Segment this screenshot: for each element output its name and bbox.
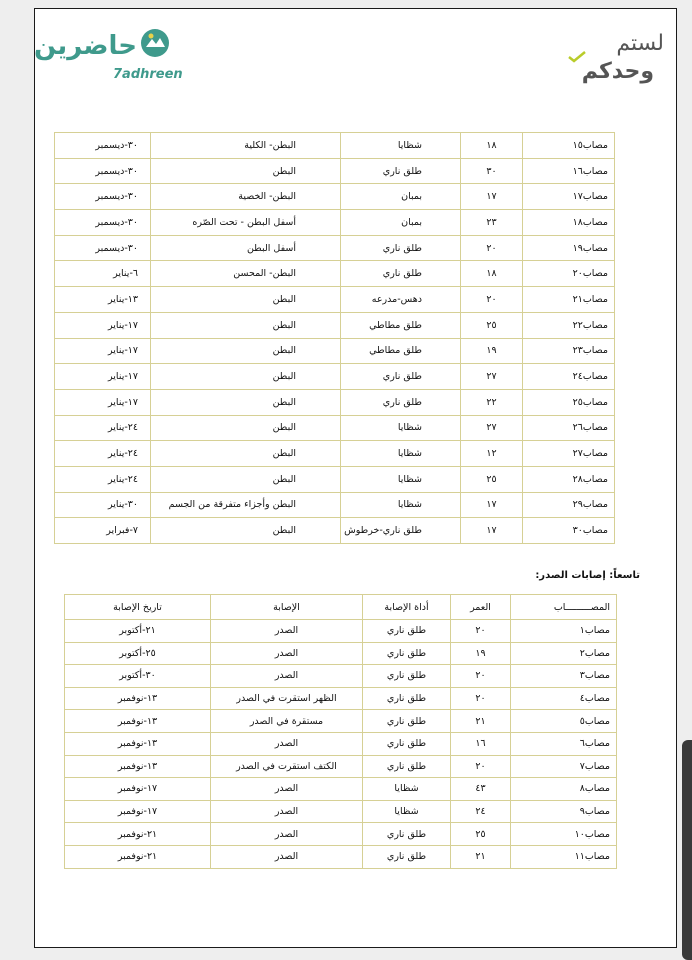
table-row xyxy=(65,845,617,868)
cell-date: ١٧-نوفمبر xyxy=(65,778,211,801)
cell-injury-area: البطن xyxy=(151,518,341,544)
table-row xyxy=(55,235,615,261)
cell-tool: طلق ناري xyxy=(341,389,461,415)
cell-injury-area: البطن xyxy=(151,466,341,492)
cell-injury: الكتف استقرت في الصدر xyxy=(211,755,363,778)
cell-date: ٣٠-ديسمبر xyxy=(55,210,151,236)
cell-injured: مصاب١ xyxy=(511,620,617,643)
cell-injured: مصاب١١ xyxy=(511,845,617,868)
cell-tool: طلق ناري xyxy=(341,235,461,261)
cell-injured: مصاب١٨ xyxy=(523,210,615,236)
abdomen-injuries-table xyxy=(54,132,615,544)
cell-injury-area: أسفل البطن - تحت الصّره xyxy=(151,210,341,236)
cell-injury: الصدر xyxy=(211,845,363,868)
logo-circle-icon xyxy=(139,27,171,59)
cell-age: ٢١ xyxy=(451,845,511,868)
cell-injured: مصاب١٩ xyxy=(523,235,615,261)
cell-date: ٧-فبراير xyxy=(55,518,151,544)
table-row xyxy=(65,755,617,778)
cell-injured: مصاب١٠ xyxy=(511,823,617,846)
cell-injury: الظهر استقرت في الصدر xyxy=(211,687,363,710)
cell-injured: مصاب٥ xyxy=(511,710,617,733)
cell-tool: شظايا xyxy=(341,441,461,467)
cell-injured: مصاب٢٥ xyxy=(523,389,615,415)
table-row xyxy=(55,184,615,210)
header-tool: أداة الإصابة xyxy=(363,595,451,620)
cell-age: ١٩ xyxy=(451,642,511,665)
cell-age: ٢٠ xyxy=(461,235,523,261)
table-row xyxy=(65,620,617,643)
cell-age: ٢٥ xyxy=(451,823,511,846)
logo-latin-text: 7adhreen xyxy=(113,67,183,82)
cell-age: ١٧ xyxy=(461,518,523,544)
cell-tool: طلق ناري xyxy=(363,823,451,846)
cell-age: ٢٠ xyxy=(451,755,511,778)
cell-tool: دهس-مدرعه xyxy=(341,287,461,313)
cell-tool: طلق ناري xyxy=(363,710,451,733)
cell-injury-area: البطن- الخصية xyxy=(151,184,341,210)
cell-injury-area: البطن وأجزاء متفرقة من الجسم xyxy=(151,492,341,518)
table-row xyxy=(65,687,617,710)
cell-injured: مصاب٨ xyxy=(511,778,617,801)
cell-injury: مستقرة في الصدر xyxy=(211,710,363,733)
cell-date: ١٧-يناير xyxy=(55,364,151,390)
cell-injury-area: أسفل البطن xyxy=(151,235,341,261)
cell-injured: مصاب٢٤ xyxy=(523,364,615,390)
cell-injury-area: البطن xyxy=(151,389,341,415)
cell-injury: الصدر xyxy=(211,823,363,846)
cell-tool: طلق ناري xyxy=(341,158,461,184)
cell-injured: مصاب١٧ xyxy=(523,184,615,210)
cell-injured: مصاب٢٠ xyxy=(523,261,615,287)
cell-age: ٢٣ xyxy=(461,210,523,236)
cell-tool: شظايا xyxy=(341,415,461,441)
cell-injury: الصدر xyxy=(211,665,363,688)
header-injury: الإصابة xyxy=(211,595,363,620)
cell-injury: الصدر xyxy=(211,800,363,823)
cell-date: ٦-يناير xyxy=(55,261,151,287)
cell-tool: طلق مطاطي xyxy=(341,338,461,364)
cell-date: ١٣-نوفمبر xyxy=(65,755,211,778)
cell-injured: مصاب٢٦ xyxy=(523,415,615,441)
cell-date: ١٧-يناير xyxy=(55,312,151,338)
cell-date: ١٣-نوفمبر xyxy=(65,732,211,755)
cell-tool: طلق ناري xyxy=(363,755,451,778)
cell-tool: شظايا xyxy=(341,492,461,518)
table-row xyxy=(65,823,617,846)
cell-injury: الصدر xyxy=(211,778,363,801)
7adhreen-logo xyxy=(34,27,183,87)
cell-injured: مصاب٢٨ xyxy=(523,466,615,492)
cell-injured: مصاب٣٠ xyxy=(523,518,615,544)
cell-age: ١٦ xyxy=(451,732,511,755)
logo-line2: وحدكم xyxy=(581,59,654,84)
cell-date: ١٧-يناير xyxy=(55,338,151,364)
table-row xyxy=(55,389,615,415)
table-row xyxy=(55,466,615,492)
cell-tool: طلق مطاطي xyxy=(341,312,461,338)
cell-injury-area: البطن xyxy=(151,338,341,364)
cell-tool: شظايا xyxy=(341,133,461,159)
cell-injury: الصدر xyxy=(211,642,363,665)
cell-injury-area: البطن xyxy=(151,287,341,313)
cell-tool: طلق ناري xyxy=(341,364,461,390)
cell-date: ١٣-نوفمبر xyxy=(65,687,211,710)
cell-date: ٢١-نوفمبر xyxy=(65,823,211,846)
cell-date: ٢١-نوفمبر xyxy=(65,845,211,868)
cell-date: ٢٤-يناير xyxy=(55,466,151,492)
table-row xyxy=(55,133,615,159)
cell-date: ١٧-نوفمبر xyxy=(65,800,211,823)
chest-injuries-table xyxy=(64,594,617,869)
cell-age: ١٢ xyxy=(461,441,523,467)
section-heading-chest: تاسعاً: إصابات الصدر: xyxy=(535,570,640,581)
cell-tool: شظايا xyxy=(363,778,451,801)
cell-injured: مصاب١٦ xyxy=(523,158,615,184)
cell-tool: طلق ناري xyxy=(363,665,451,688)
cell-age: ١٨ xyxy=(461,133,523,159)
cell-tool: طلق ناري xyxy=(363,642,451,665)
cell-age: ٢٠ xyxy=(451,687,511,710)
cell-injury-area: البطن xyxy=(151,441,341,467)
cell-tool: شظايا xyxy=(341,466,461,492)
cell-injury-area: البطن- المحسن xyxy=(151,261,341,287)
cell-injured: مصاب٦ xyxy=(511,732,617,755)
cell-injured: مصاب٩ xyxy=(511,800,617,823)
cell-date: ١٣-يناير xyxy=(55,287,151,313)
cell-date: ١٣-نوفمبر xyxy=(65,710,211,733)
cell-injury-area: البطن xyxy=(151,158,341,184)
table-row xyxy=(55,492,615,518)
table-row xyxy=(65,778,617,801)
table-row xyxy=(55,415,615,441)
cell-age: ٢٠ xyxy=(451,620,511,643)
cell-tool: طلق ناري xyxy=(341,261,461,287)
cell-injury: الصدر xyxy=(211,732,363,755)
cell-date: ٣٠-ديسمبر xyxy=(55,235,151,261)
cell-age: ٣٠ xyxy=(461,158,523,184)
header-age: العمر xyxy=(451,595,511,620)
cell-injured: مصاب٢٢ xyxy=(523,312,615,338)
cell-age: ٢١ xyxy=(451,710,511,733)
table-row xyxy=(55,518,615,544)
cell-age: ٢٧ xyxy=(461,364,523,390)
cell-tool: بمبان xyxy=(341,210,461,236)
cell-date: ٢٥-أكتوبر xyxy=(65,642,211,665)
cell-injury-area: البطن- الكلية xyxy=(151,133,341,159)
cell-tool: طلق ناري xyxy=(363,845,451,868)
table-header-row xyxy=(65,595,617,620)
table-row xyxy=(65,665,617,688)
table-row xyxy=(55,261,615,287)
table-row xyxy=(55,158,615,184)
cell-injury-area: البطن xyxy=(151,415,341,441)
cell-age: ٢٥ xyxy=(461,312,523,338)
cell-age: ٤٣ xyxy=(451,778,511,801)
table-row xyxy=(65,800,617,823)
cell-date: ٣٠-يناير xyxy=(55,492,151,518)
cell-age: ١٩ xyxy=(461,338,523,364)
cell-tool: شظايا xyxy=(363,800,451,823)
cell-age: ٢٥ xyxy=(461,466,523,492)
cell-date: ٣٠-ديسمبر xyxy=(55,184,151,210)
cell-age: ٢٢ xyxy=(461,389,523,415)
cell-injured: مصاب٢٩ xyxy=(523,492,615,518)
lastum-wahdakum-logo xyxy=(558,25,668,91)
table-row xyxy=(55,287,615,313)
table-row xyxy=(65,732,617,755)
cell-date: ٢١-أكتوبر xyxy=(65,620,211,643)
cell-age: ٢٠ xyxy=(461,287,523,313)
cell-injured: مصاب٧ xyxy=(511,755,617,778)
cell-injured: مصاب١٥ xyxy=(523,133,615,159)
cell-age: ٢٤ xyxy=(451,800,511,823)
table-row xyxy=(55,210,615,236)
cell-injured: مصاب٢٧ xyxy=(523,441,615,467)
cell-injured: مصاب٢ xyxy=(511,642,617,665)
table-row xyxy=(55,338,615,364)
cell-injury-area: البطن xyxy=(151,364,341,390)
cell-date: ٣٠-أكتوبر xyxy=(65,665,211,688)
table-row xyxy=(55,364,615,390)
cell-tool: طلق ناري xyxy=(363,732,451,755)
cell-age: ١٧ xyxy=(461,492,523,518)
cell-injured: مصاب٢٣ xyxy=(523,338,615,364)
cell-age: ١٧ xyxy=(461,184,523,210)
logo-arabic-text: حاضرين xyxy=(34,31,137,61)
table-row xyxy=(55,312,615,338)
header-injured: المصـــــــــاب xyxy=(511,595,617,620)
cell-tool: طلق ناري xyxy=(363,687,451,710)
table-row xyxy=(55,441,615,467)
cell-age: ٢٠ xyxy=(451,665,511,688)
table-row xyxy=(65,642,617,665)
logo-line1: لستم xyxy=(616,31,664,56)
cell-injured: مصاب٤ xyxy=(511,687,617,710)
cell-injured: مصاب٢١ xyxy=(523,287,615,313)
cell-date: ٣٠-ديسمبر xyxy=(55,158,151,184)
cell-injury-area: البطن xyxy=(151,312,341,338)
cell-date: ٢٤-يناير xyxy=(55,415,151,441)
cell-date: ٢٤-يناير xyxy=(55,441,151,467)
cell-tool: بمبان xyxy=(341,184,461,210)
table-row xyxy=(65,710,617,733)
cell-injury: الصدر xyxy=(211,620,363,643)
cell-age: ١٨ xyxy=(461,261,523,287)
header-date: تاريخ الإصابة xyxy=(65,595,211,620)
cell-date: ٣٠-ديسمبر xyxy=(55,133,151,159)
scroll-edge xyxy=(682,740,692,960)
cell-tool: طلق ناري-خرطوش xyxy=(341,518,461,544)
cell-date: ١٧-يناير xyxy=(55,389,151,415)
cell-age: ٢٧ xyxy=(461,415,523,441)
cell-injured: مصاب٣ xyxy=(511,665,617,688)
cell-tool: طلق ناري xyxy=(363,620,451,643)
